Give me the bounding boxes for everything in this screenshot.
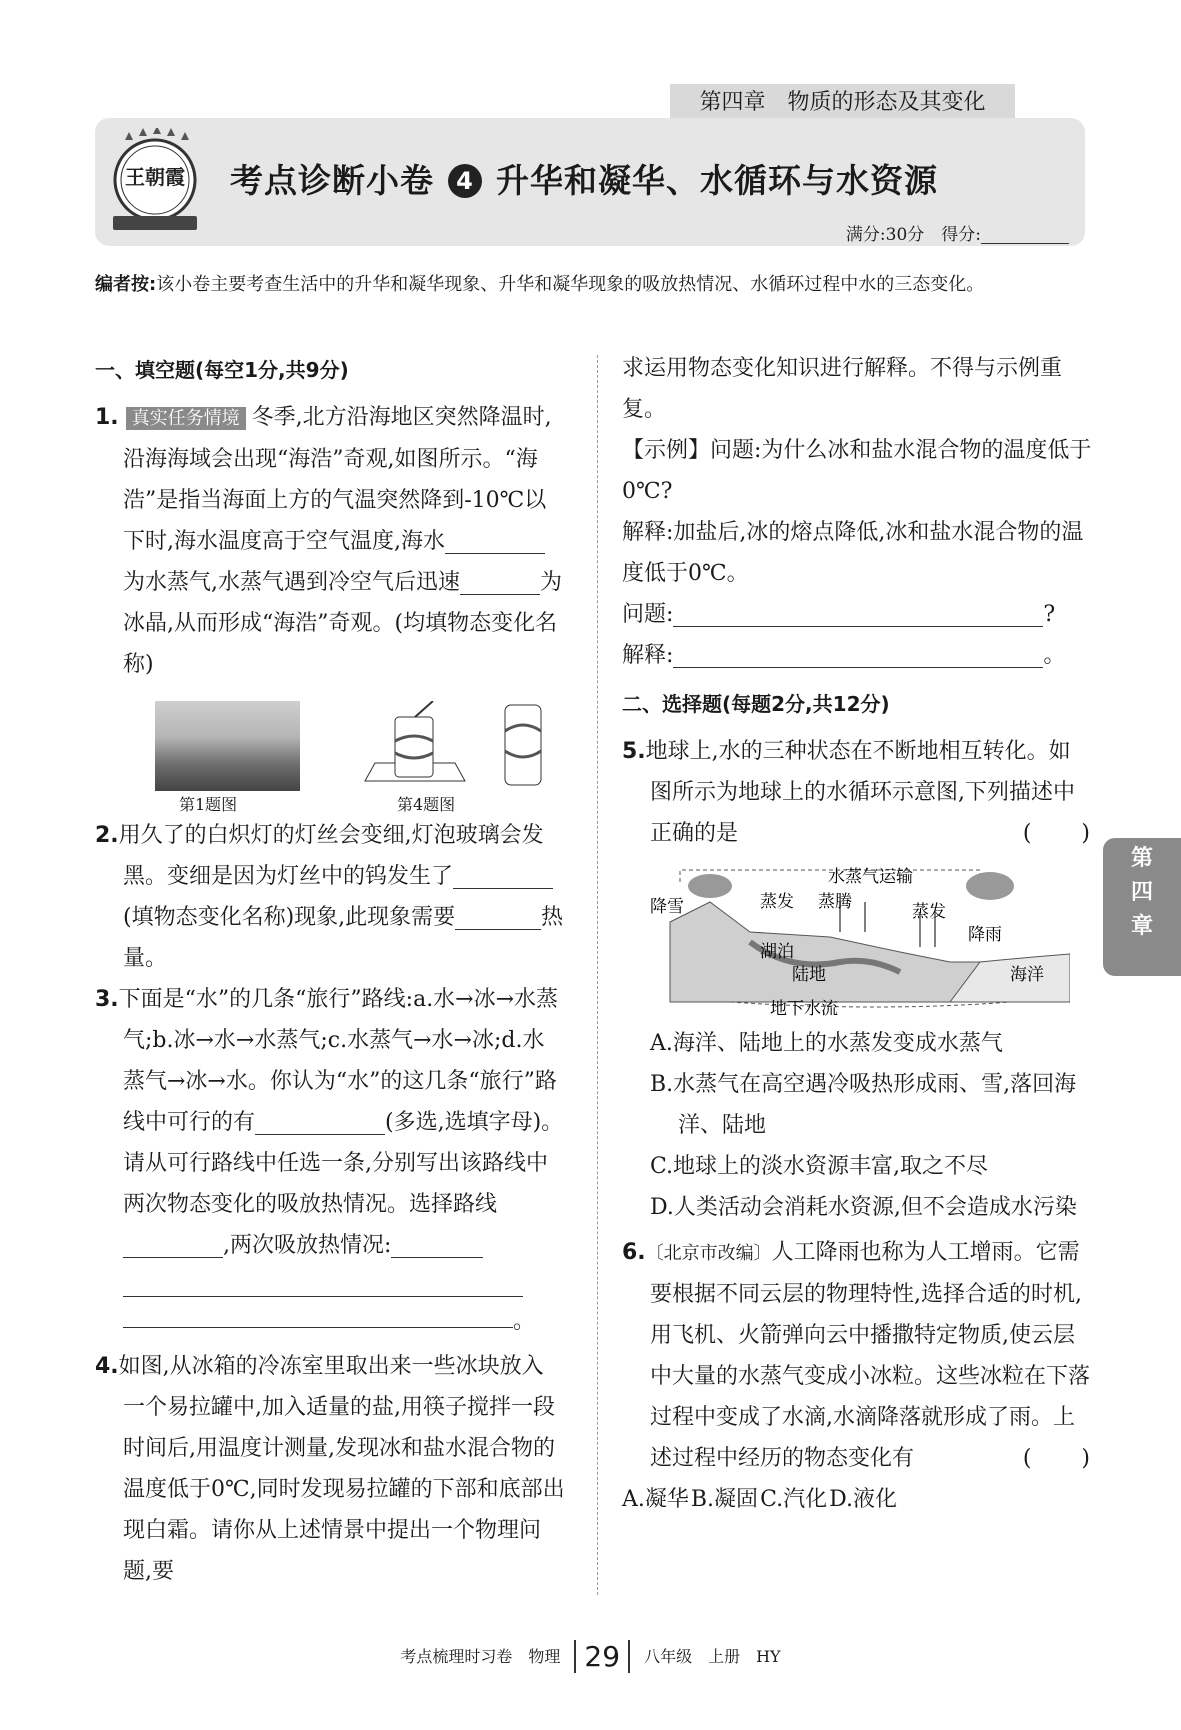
page-footer: 考点梳理时习卷 物理 29 八年级 上册 HY bbox=[400, 1640, 781, 1673]
answer-paren[interactable]: ( ) bbox=[1022, 1446, 1092, 1471]
answer-paren[interactable]: ( ) bbox=[1022, 821, 1092, 846]
water-cycle-figure bbox=[650, 862, 1070, 1017]
question-blank[interactable] bbox=[673, 600, 1043, 627]
scenario-tag: 真实任务情境 bbox=[126, 407, 246, 430]
answer-blank[interactable] bbox=[255, 1108, 385, 1135]
logo-seal bbox=[105, 128, 205, 238]
page-title: 考点诊断小卷 4 升华和凝华、水循环与水资源 bbox=[230, 161, 938, 200]
label-rain: 降雨 bbox=[968, 925, 1002, 945]
label-transpiration: 蒸腾 bbox=[818, 892, 852, 912]
label-lake: 湖泊 bbox=[760, 942, 794, 962]
can-figure bbox=[345, 701, 570, 793]
editor-note: 编者按:该小卷主要考查生活中的升华和凝华现象、升华和凝华现象的吸放热情况、水循环过程中水的三态变化。 bbox=[95, 274, 985, 295]
label-transport: 水蒸气运输 bbox=[828, 867, 913, 887]
question-5: 5.地球上,水的三种状态在不断地相互转化。如图所示为地球上的水循环示意图,下列描述中正确的是 ( ) bbox=[622, 731, 1092, 854]
example-answer: 解释:加盐后,冰的熔点降低,冰和盐水混合物的温度低于0℃。 bbox=[622, 520, 1084, 586]
label-ocean: 海洋 bbox=[1010, 965, 1044, 985]
label-evaporation-2: 蒸发 bbox=[912, 902, 946, 922]
answer-line[interactable] bbox=[123, 1266, 523, 1297]
page-number: 29 bbox=[574, 1640, 630, 1673]
answer-blank[interactable] bbox=[460, 568, 540, 595]
section-fill-in: 一、填空题(每空1分,共9分) bbox=[95, 358, 349, 382]
answer-blank[interactable] bbox=[123, 1231, 223, 1258]
question-1: 1. 真实任务情境 冬季,北方沿海地区突然降温时,沿海海域会出现“海浩”奇观,如图所示。“海浩”是指当海面上方的气温突然降到-10℃以下时,海水温度高于空气温度,海水为水蒸气,水蒸气遇到冷空气后迅速 为冰晶,从而形成“海浩”奇观。(均填物态变化名称) bbox=[95, 405, 563, 677]
option-5b[interactable]: B.水蒸气在高空遇冷吸热形成雨、雪,落回海洋、陆地 bbox=[650, 1072, 1077, 1138]
question-6: 6.〔北京市改编〕人工降雨也称为人工增雨。它需要根据不同云层的物理特性,选择合适的时机,用飞机、火箭弹向云中播撒特定物质,使云层中大量的水蒸气变成小冰粒。这些冰粒在下落过程中变成了水滴,水滴降落就形成了雨。上述过程中经历的物态变化有 ( ) bbox=[622, 1232, 1092, 1479]
explain-blank[interactable] bbox=[673, 641, 1043, 668]
score-blank[interactable] bbox=[981, 225, 1069, 244]
svg-text:王朝霞: 王朝霞 bbox=[125, 165, 185, 189]
label-evaporation: 蒸发 bbox=[760, 892, 794, 912]
question-2: 2.用久了的白炽灯的灯丝会变细,灯泡玻璃会发黑。变细是因为灯丝中的钨发生了(填物态变化名称)现象,此现象需要 热量。 bbox=[95, 823, 564, 971]
column-divider bbox=[597, 355, 598, 1595]
score-line: 满分:30分 得分: bbox=[846, 220, 1069, 245]
title-number: 4 bbox=[448, 164, 482, 198]
right-column bbox=[622, 348, 1092, 1520]
figure-row bbox=[95, 701, 565, 814]
chapter-tab: 第四章 物质的形态及其变化 bbox=[670, 84, 1015, 122]
option-5a[interactable]: A.海洋、陆地上的水蒸发变成水蒸气 bbox=[650, 1031, 1003, 1056]
answer-line[interactable] bbox=[123, 1297, 513, 1328]
option-5d[interactable]: D.人类活动会消耗水资源,但不会造成水污染 bbox=[650, 1195, 1077, 1220]
sea-smoke-photo bbox=[155, 701, 300, 791]
example-question: 【示例】问题:为什么冰和盐水混合物的温度低于0℃? bbox=[622, 438, 1092, 504]
section-choice: 二、选择题(每题2分,共12分) bbox=[622, 692, 890, 716]
option-6c[interactable]: C.汽化 bbox=[760, 1487, 828, 1512]
question-3: 3.下面是“水”的几条“旅行”路线:a.水→冰→水蒸气;b.冰→水→水蒸气;c.水蒸气→水→冰;d.水蒸气→冰→水。你认为“水”的这几条“旅行”路线中可行的有 (多选,选填字母)。请从可行路线中任选一条,分别写出该路线中两次物态变化的吸放热情况。选择路线,两次吸放热情况: bbox=[95, 987, 564, 1258]
answer-blank[interactable] bbox=[453, 862, 553, 889]
answer-blank[interactable] bbox=[445, 527, 545, 554]
left-column: 一、填空题(每空1分,共9分) 1. 真实任务情境 冬季,北方沿海地区突然降温时,沿海海域会出现“海浩”奇观,如图所示。“海浩”是指当海面上方的气温突然降到-10℃以下时,海水温度高于空气温度,海水为水蒸气,水蒸气遇到冷空气后迅速 为冰晶,从而形成“海浩”奇观。(均填物态变化名称) 第1题图 第4题图 2.用久了的白炽灯的灯丝会变细,灯泡玻璃会发黑。变细是因为灯丝中的钨发生了(填物态变化名称)现象,此现象需要 热量。 3.下面是“水”的几条“旅行”路线:a.水→冰→水蒸气;b.冰→水→水蒸气;c.水蒸气→水→冰;d.水蒸气→冰→水。你认为“水”的这几条“旅行”路线中可行的有 (多选,选填字母)。请从可行路线中任选一条,分别写出该路线中两次物态变化的吸放热情况。选择路线,两次吸放热情况: 。 4.如图,从冰箱的冷冻室里取出来一些冰块放入一个易拉罐中,加入适量的盐,用筷子搅拌一段时间后,用温度计测量,发现冰和盐水混合物的温度低于0℃,同时发现易拉罐的下部和底部出现白霜。请你从上述情景中提出一个物理问题,要 bbox=[95, 348, 565, 1592]
answer-blank[interactable] bbox=[455, 903, 541, 930]
explain-line: 解释: 。 bbox=[622, 643, 1066, 668]
question-4-continued: 求运用物态变化知识进行解释。不得与示例重复。 bbox=[622, 356, 1063, 422]
figure-4-caption: 第4题图 bbox=[397, 795, 456, 814]
figure-1-caption: 第1题图 bbox=[179, 795, 238, 814]
option-5c[interactable]: C.地球上的淡水资源丰富,取之不尽 bbox=[650, 1154, 989, 1179]
question-4: 4.如图,从冰箱的冷冻室里取出来一些冰块放入一个易拉罐中,加入适量的盐,用筷子搅拌一段时间后,用温度计测量,发现冰和盐水混合物的温度低于0℃,同时发现易拉罐的下部和底部出现白霜。请你从上述情景中提出一个物理问题,要 bbox=[95, 1354, 565, 1584]
label-land: 陆地 bbox=[792, 965, 826, 985]
label-snow: 降雪 bbox=[650, 897, 684, 917]
chapter-side-tab[interactable]: 第 四 章 bbox=[1103, 838, 1181, 976]
option-6b[interactable]: B.凝固 bbox=[690, 1487, 759, 1512]
option-6d[interactable]: D.液化 bbox=[829, 1487, 897, 1512]
option-6a[interactable]: A.凝华 bbox=[622, 1487, 689, 1512]
ask-line: 问题: ? bbox=[622, 602, 1056, 627]
answer-blank[interactable] bbox=[391, 1231, 483, 1258]
label-groundwater: 地下水流 bbox=[770, 999, 838, 1017]
options-6 bbox=[622, 1479, 1092, 1520]
